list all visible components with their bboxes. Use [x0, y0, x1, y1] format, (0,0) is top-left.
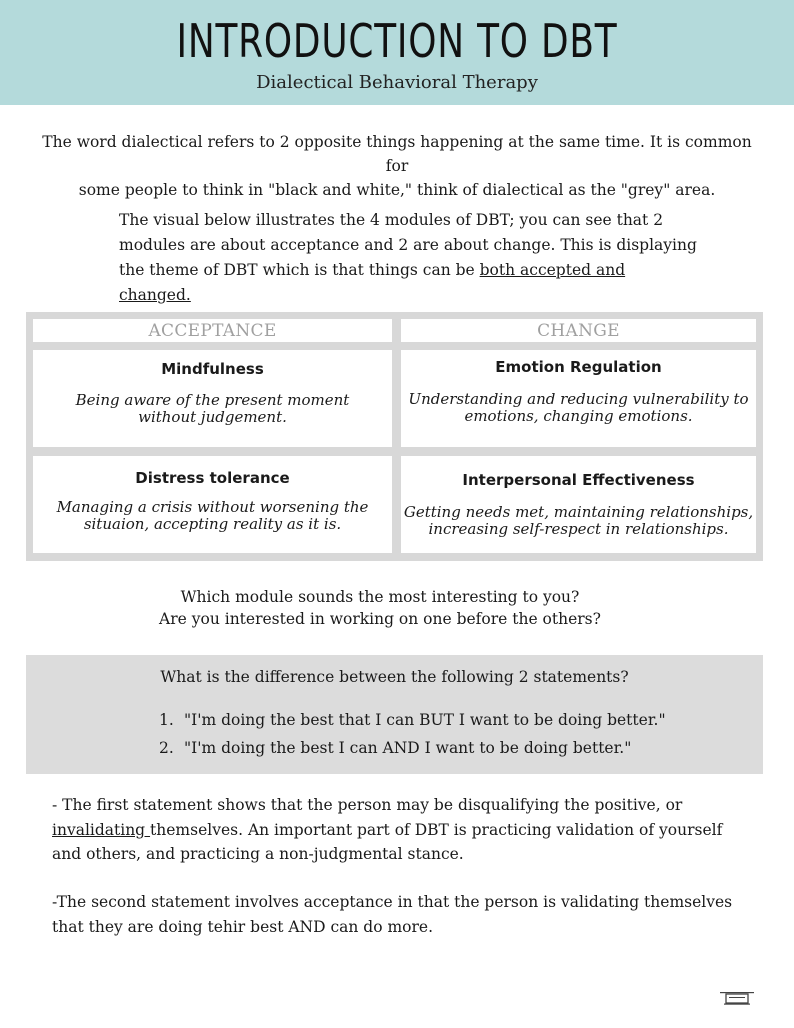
underlined-word: invalidating — [52, 820, 151, 839]
visual-line: The visual below illustrates the 4 modules of DBT; you can see that 2 — [119, 211, 664, 229]
module-description-line: situaion, accepting reality as it is. — [83, 515, 342, 533]
module-description-line: Being aware of the present moment — [75, 391, 350, 409]
module-description — [33, 392, 392, 426]
intro-paragraph — [40, 130, 754, 202]
printer-icon — [720, 991, 754, 1005]
first-statement-explanation — [52, 793, 742, 867]
modules-grid — [26, 312, 763, 561]
statement-number: 1. — [159, 711, 174, 729]
statements-box — [26, 655, 763, 774]
module-card-emotion-regulation — [401, 350, 756, 447]
page-subtitle: Dialectical Behavioral Therapy — [256, 72, 538, 93]
module-description — [401, 504, 756, 538]
module-card-mindfulness — [33, 350, 392, 447]
explanation-line: and others, and practicing a non-judgmental stance. — [52, 845, 464, 863]
module-card-distress-tolerance — [33, 456, 392, 553]
module-name: Interpersonal Effectiveness — [462, 471, 695, 489]
module-description-line: emotions, changing emotions. — [464, 407, 693, 425]
page-title: INTRODUCTION TO DBT — [176, 14, 618, 68]
acceptance-column-header: ACCEPTANCE — [33, 319, 392, 342]
module-name: Emotion Regulation — [495, 358, 662, 376]
reflection-questions — [0, 586, 760, 630]
explanation-line: that they are doing tehir best AND can do more. — [52, 917, 434, 936]
question-line: Are you interested in working on one before the others? — [159, 610, 601, 628]
second-statement-explanation — [52, 890, 742, 939]
module-name: Mindfulness — [161, 360, 264, 378]
intro-line: some people to think in "black and white," think of dialectical as the "grey" area. — [78, 181, 716, 199]
module-description-line: increasing self-respect in relationships. — [428, 520, 729, 538]
module-description-line: Managing a crisis without worsening the — [56, 498, 369, 516]
visual-paragraph — [119, 208, 699, 308]
visual-line: modules are about acceptance and 2 are about change. This is displaying — [119, 236, 697, 254]
visual-line — [119, 258, 699, 308]
module-description — [401, 391, 756, 425]
intro-line: The word dialectical refers to 2 opposite things happening at the same time. It is common for — [42, 133, 752, 175]
statement-text: "I'm doing the best I can AND I want to be doing better." — [183, 739, 632, 757]
statements-list — [159, 706, 759, 762]
change-column-header: CHANGE — [401, 319, 756, 342]
module-description — [33, 499, 392, 533]
module-card-interpersonal-effectiveness — [401, 456, 756, 553]
question-line: Which module sounds the most interesting to you? — [180, 588, 580, 606]
module-description-line: Understanding and reducing vulnerability to — [408, 390, 749, 408]
underlined-phrase: both accepted and changed. — [119, 261, 626, 304]
statement-item — [159, 734, 759, 762]
statements-question: What is the difference between the following 2 statements? — [160, 668, 629, 686]
statement-text: "I'm doing the best that I can BUT I want to be doing better." — [183, 711, 666, 729]
statement-number: 2. — [159, 739, 174, 757]
module-description-line: without judgement. — [138, 408, 287, 426]
statement-item — [159, 706, 759, 734]
explanation-line: -The second statement involves acceptance in that the person is validating themselves — [52, 893, 733, 911]
visual-line-text: the theme of DBT which is that things can be — [119, 261, 480, 279]
explanation-line — [52, 818, 742, 843]
explanation-line-text: themselves. An important part of DBT is practicing validation of yourself — [150, 820, 723, 839]
explanation-line: - The first statement shows that the person may be disqualifying the positive, or — [52, 796, 683, 814]
module-name: Distress tolerance — [135, 469, 290, 487]
module-description-line: Getting needs met, maintaining relationships, — [403, 503, 754, 521]
header-banner — [0, 0, 794, 105]
